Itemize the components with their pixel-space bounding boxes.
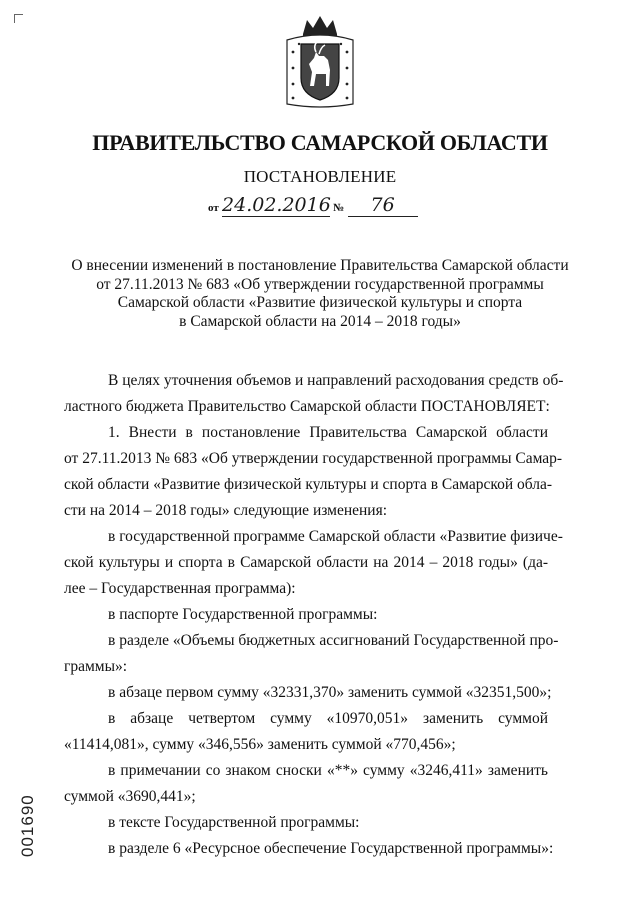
body-line: в разделе 6 «Ресурсное обеспечение Государственной программы»: <box>108 840 554 857</box>
body-line: «11414,081», сумму «346,556» заменить суммой «770,456»; <box>64 736 456 753</box>
body-line: в разделе «Объемы бюджетных ассигнований Государственной про- <box>108 632 559 649</box>
subject-line: Самарской области «Развитие физической культуры и спорта <box>117 294 523 311</box>
body-line: ской культуры и спорта в Самарской области на 2014 – 2018 годы» (да- <box>64 554 548 571</box>
number-label: № <box>333 202 345 214</box>
body-line: граммы»: <box>64 658 128 675</box>
body-line: сти на 2014 – 2018 годы» следующие изменения: <box>64 502 388 519</box>
body-line: суммой «3690,441»; <box>64 788 196 805</box>
date-label: от <box>208 202 219 214</box>
body-line: в примечании со знаком сноски «**» сумму «3246,411» заменить <box>108 762 548 779</box>
body-line: в паспорте Государственной программы: <box>108 606 378 623</box>
handwritten-number: 76 <box>348 194 418 217</box>
document-subject <box>60 257 580 331</box>
corner-mark <box>14 14 23 23</box>
body-line: 1. Внести в постановление Правительства Самарской области <box>108 424 548 441</box>
body-line: В целях уточнения объемов и направлений расходования средств об- <box>108 372 564 389</box>
document-body <box>64 368 564 862</box>
handwritten-date: 24.02.2016 <box>222 194 331 216</box>
margin-stamp-number: 001690 <box>18 794 37 857</box>
body-line: в абзаце первом сумму «32331,370» заменить суммой «32351,500»; <box>108 684 552 701</box>
document-type: ПОСТАНОВЛЕНИЕ <box>243 167 397 186</box>
body-line: лее – Государственная программа): <box>64 580 296 597</box>
subject-line: в Самарской области на 2014 – 2018 годы» <box>179 312 461 330</box>
body-line: ской области «Развитие физической культуры и спорта в Самарской обла- <box>64 476 553 493</box>
subject-line: О внесении изменений в постановление Правительства Самарской области <box>71 257 569 274</box>
government-name: ПРАВИТЕЛЬСТВО САМАРСКОЙ ОБЛАСТИ <box>92 130 548 155</box>
body-line: в абзаце четвертом сумму «10970,051» заменить суммой <box>108 710 548 727</box>
body-line: ластного бюджета Правительство Самарской области ПОСТАНОВЛЯЕТ: <box>64 398 550 415</box>
date-number-line <box>208 194 418 220</box>
coat-of-arms-emblem <box>283 12 357 110</box>
subject-line: от 27.11.2013 № 683 «Об утверждении государственной программы <box>96 275 544 293</box>
body-line: в тексте Государственной программы: <box>108 814 360 831</box>
body-line: в государственной программе Самарской области «Развитие физиче- <box>108 528 563 545</box>
body-line: от 27.11.2013 № 683 «Об утверждении государственной программы Самар- <box>64 450 563 467</box>
